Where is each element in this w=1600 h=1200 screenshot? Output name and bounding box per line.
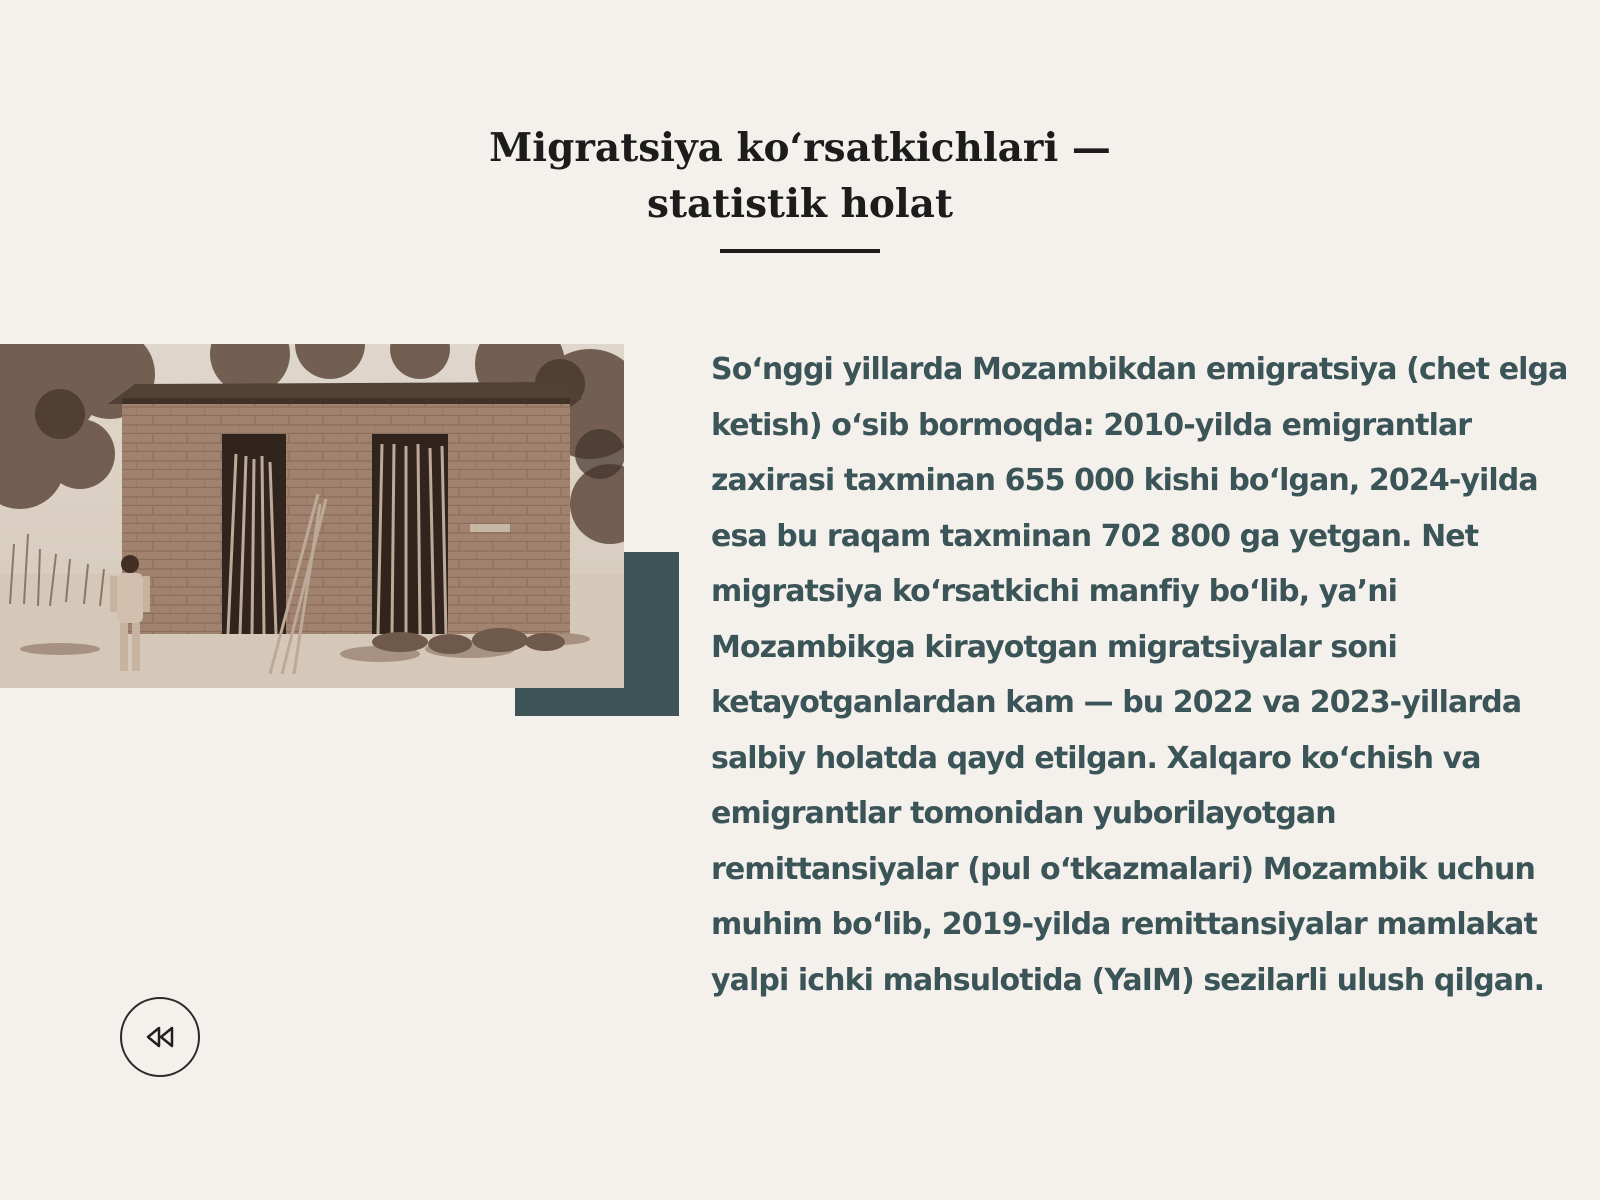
- hut-photo: [0, 344, 624, 688]
- title-underline: [720, 249, 880, 253]
- hut-photo-illustration: [0, 344, 624, 688]
- page-title-line-1: Migratsiya koʻrsatkichlari —: [489, 125, 1111, 171]
- rewind-button[interactable]: [120, 997, 200, 1077]
- body-paragraph: Soʻnggi yillarda Mozambikdan emigratsiya (chet elga ketish) oʻsib bormoqda: 2010-yilda emigrantlar zaxirasi taxminan 655 000 kishi boʻlgan, 2024-yilda esa bu raqam taxminan 702 800 ga yetgan. Net migratsiya koʻrsatkichi manfiy boʻlib, yaʼni Mozambikga kirayotgan migratsiyalar soni ketayotganlardan kam — bu 2022 va 2023-yillarda salbiy holatda qayd etilgan. Xalqaro koʻchish va emigrantlar tomonidan yuborilayotgan remittansiyalar (pul oʻtkazmalari) Mozambik uchun muhim boʻlib, 2019-yilda remittansiyalar mamlakat yalpi ichki mahsulotida (YaIM) sezilarli ulush qilgan.: [711, 352, 1568, 998]
- page-title-line-2: statistik holat: [647, 181, 953, 227]
- page-title: [400, 120, 1200, 232]
- rewind-icon: [143, 1025, 177, 1049]
